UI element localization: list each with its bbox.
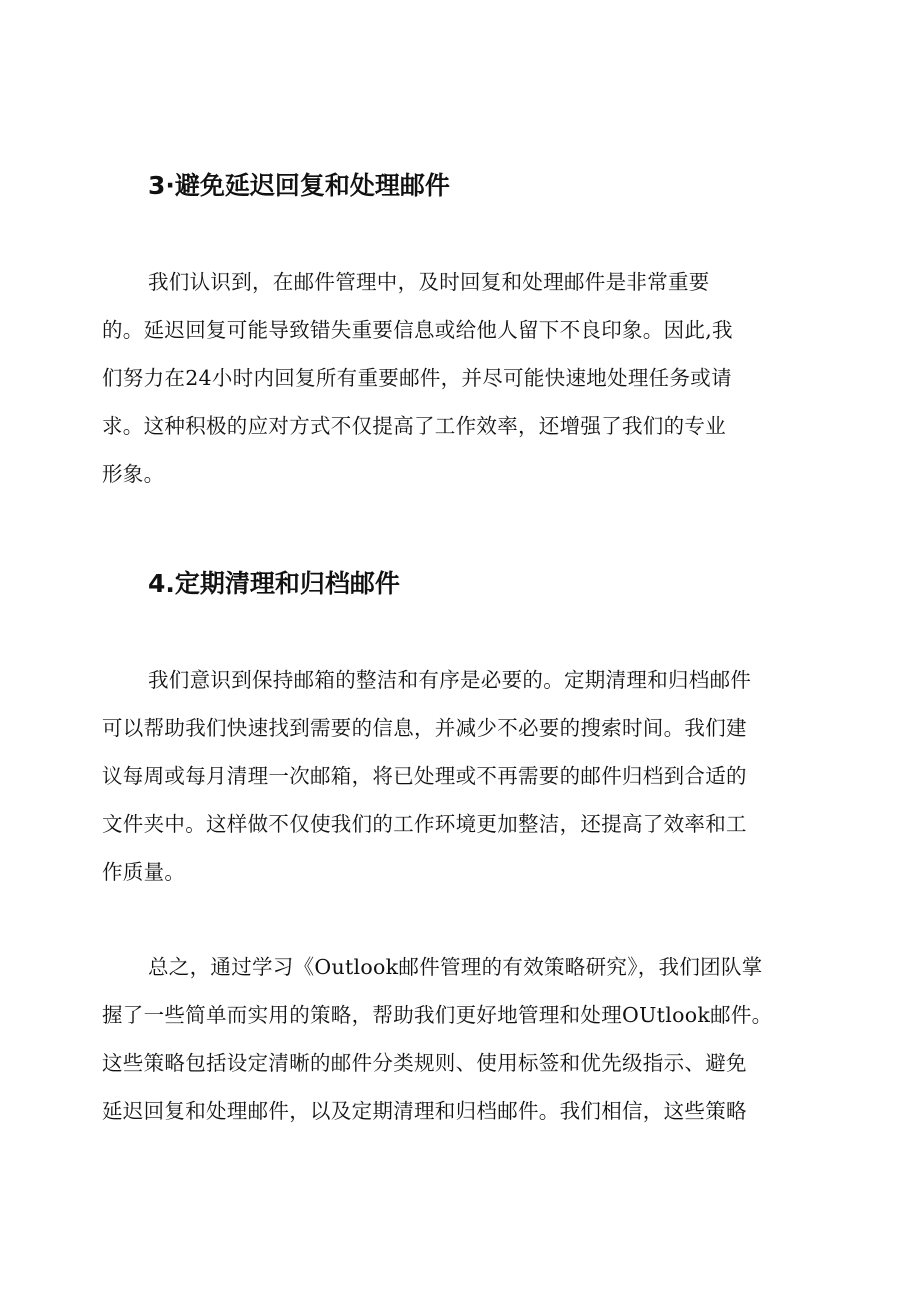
conclusion-paragraph [102, 943, 842, 1135]
paragraph-line: 这些策略包括设定清晰的邮件分类规则、使用标签和优先级指示、避免 [102, 1051, 747, 1075]
paragraph-line: 延迟回复和处理邮件，以及定期清理和归档邮件。我们相信，这些策略 [102, 1099, 747, 1123]
section-4-paragraph [102, 656, 842, 896]
paragraph-line: 可以帮助我们快速找到需要的信息，并减少不必要的搜索时间。我们建 [102, 716, 747, 740]
paragraph-line: 我们意识到保持邮箱的整洁和有序是必要的。定期清理和归档邮件 [148, 668, 752, 692]
paragraph-line: 总之，通过学习《Outlook邮件管理的有效策略研究》，我们团队掌 [148, 955, 763, 979]
paragraph-line: 求。这种积极的应对方式不仅提高了工作效率，还增强了我们的专业 [102, 414, 726, 438]
section-heading-4: 4.定期清理和归档邮件 [148, 569, 400, 598]
paragraph-line: 我们认识到，在邮件管理中，及时回复和处理邮件是非常重要 [148, 270, 710, 294]
paragraph-line: 握了一些简单而实用的策略，帮助我们更好地管理和处理OUtlook邮件。 [102, 1003, 773, 1027]
section-3-paragraph [102, 258, 842, 498]
paragraph-line: 的。延迟回复可能导致错失重要信息或给他人留下不良印象。因此,我 [102, 318, 733, 342]
paragraph-line: 议每周或每月清理一次邮箱，将已处理或不再需要的邮件归档到合适的 [102, 764, 747, 788]
paragraph-line: 作质量。 [102, 860, 186, 884]
paragraph-line: 文件夹中。这样做不仅使我们的工作环境更加整洁，还提高了效率和工 [102, 812, 747, 836]
section-heading-3: 3·避免延迟回复和处理邮件 [148, 171, 450, 200]
paragraph-line: 形象。 [102, 462, 165, 486]
paragraph-line: 们努力在24小时内回复所有重要邮件，并尽可能快速地处理任务或请 [102, 366, 732, 390]
